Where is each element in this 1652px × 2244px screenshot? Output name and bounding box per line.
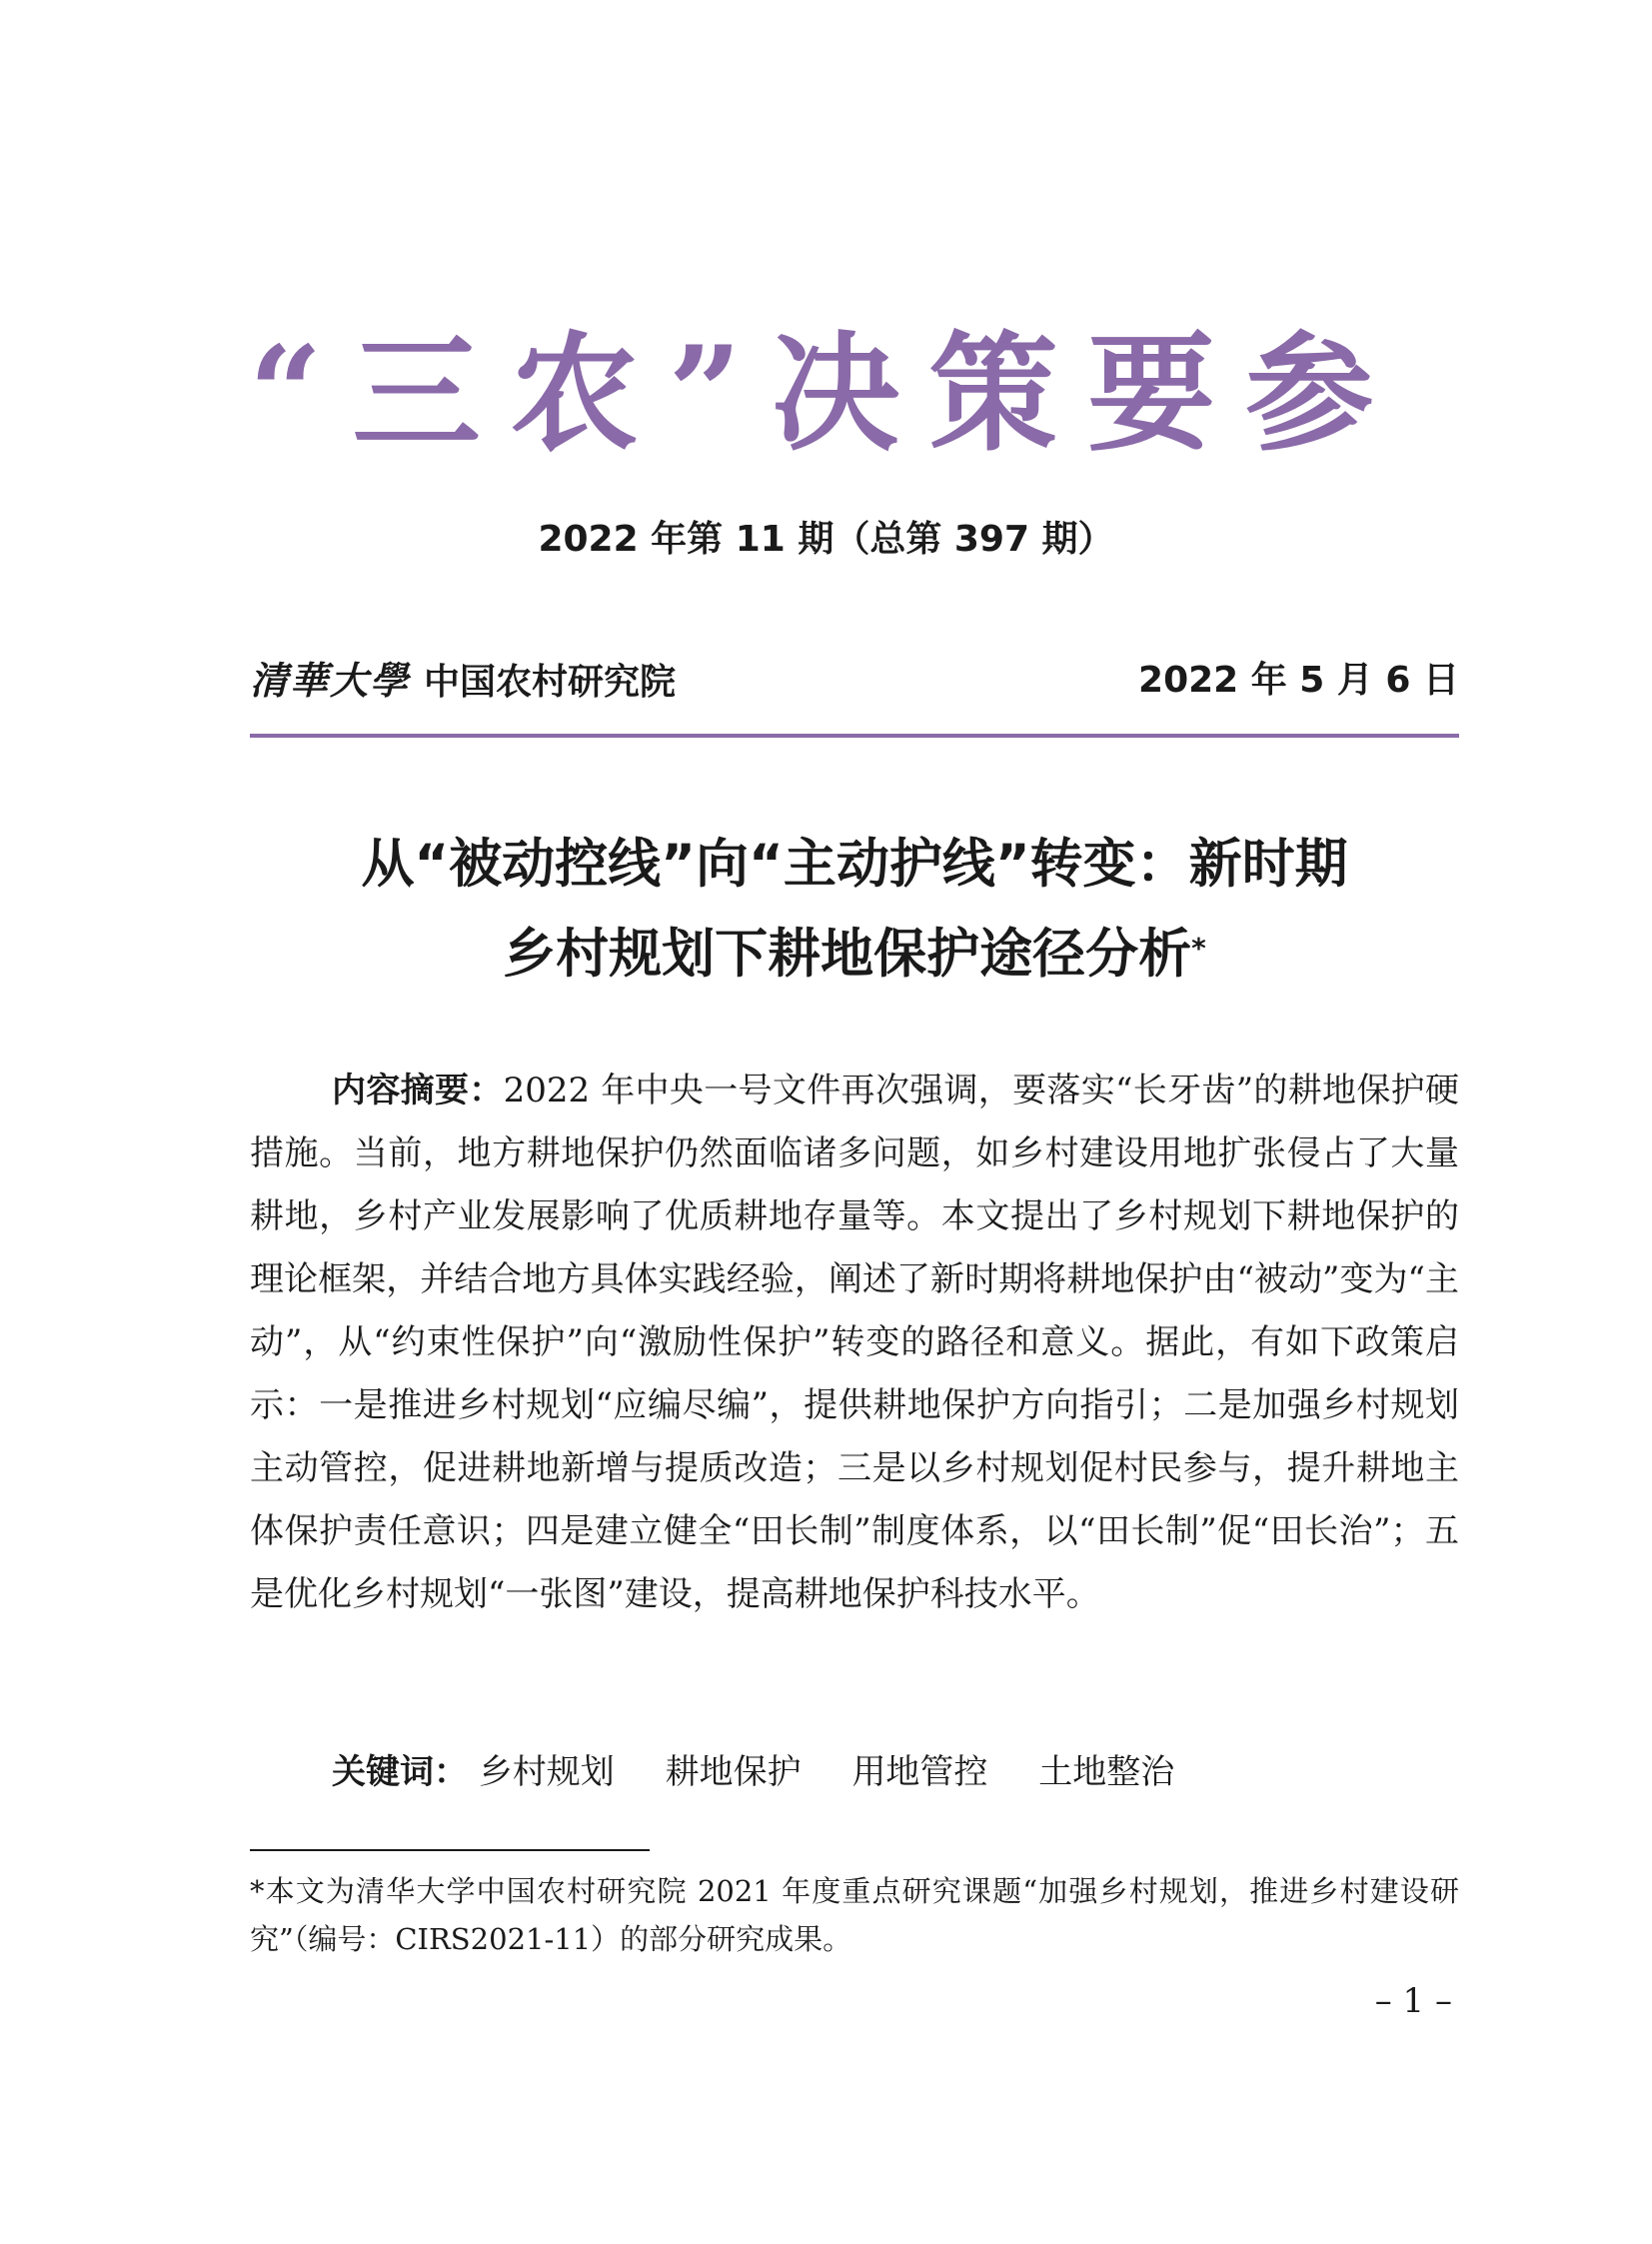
page-number: – 1 – xyxy=(1374,1981,1452,2021)
publication-date: 2022 年 5 月 6 日 xyxy=(1138,660,1459,701)
article-title xyxy=(220,820,1489,1000)
keywords-label: 关键词： xyxy=(332,1752,468,1792)
institute-name: 中国农村研究院 xyxy=(424,662,677,703)
publication-header xyxy=(250,656,1459,706)
issue-number: 2022 年第 11 期（总第 397 期） xyxy=(538,519,1114,560)
footnote-divider xyxy=(250,1849,650,1851)
title-line-2 xyxy=(220,910,1489,1000)
title-line-1: 从“被动控线”向“主动护线”转变：新时期 xyxy=(361,834,1348,895)
keywords xyxy=(332,1741,1214,1804)
footnote: *本文为清华大学中国农村研究院 2021 年度重点研究课题“加强乡村规划，推进乡村建设研究”（编号：CIRS2021-11）的部分研究成果。 xyxy=(250,1874,1459,1956)
keyword: 耕地保护 xyxy=(665,1752,802,1792)
abstract-label: 内容摘要： xyxy=(332,1071,504,1111)
keyword: 土地整治 xyxy=(1038,1752,1175,1792)
publisher xyxy=(250,656,676,714)
footnote-marker: * xyxy=(1191,932,1206,965)
title-line-2-text: 乡村规划下耕地保护途径分析 xyxy=(503,924,1192,985)
keyword: 乡村规划 xyxy=(478,1752,615,1792)
masthead-title: “三农”决策要参 xyxy=(248,319,1404,469)
header-divider xyxy=(250,734,1459,738)
university-logo: 清華大學 xyxy=(250,658,411,703)
abstract xyxy=(250,1060,1459,1626)
abstract-text: 2022 年中央一号文件再次强调，要落实“长牙齿”的耕地保护硬措施。当前，地方耕地保护仍然面临诸多问题，如乡村建设用地扩张侵占了大量耕地，乡村产业发展影响了优质耕地存量等。本文提出了乡村规划下耕地保护的理论框架，并结合地方具体实践经验，阐述了新时期将耕地保护由“被动”变为“主动”，从“约束性保护”向“激励性保护”转变的路径和意义。据此，有如下政策启示：一是推进乡村规划“应编尽编”，提供耕地保护方向指引；二是加强乡村规划主动管控，促进耕地新增与提质改造；三是以乡村规划促村民参与，提升耕地主体保护责任意识；四是建立健全“田长制”制度体系，以“田长制”促“田长治”；五是优化乡村规划“一张图”建设，提高耕地保护科技水平。 xyxy=(250,1071,1460,1614)
keyword: 用地管控 xyxy=(851,1752,988,1792)
